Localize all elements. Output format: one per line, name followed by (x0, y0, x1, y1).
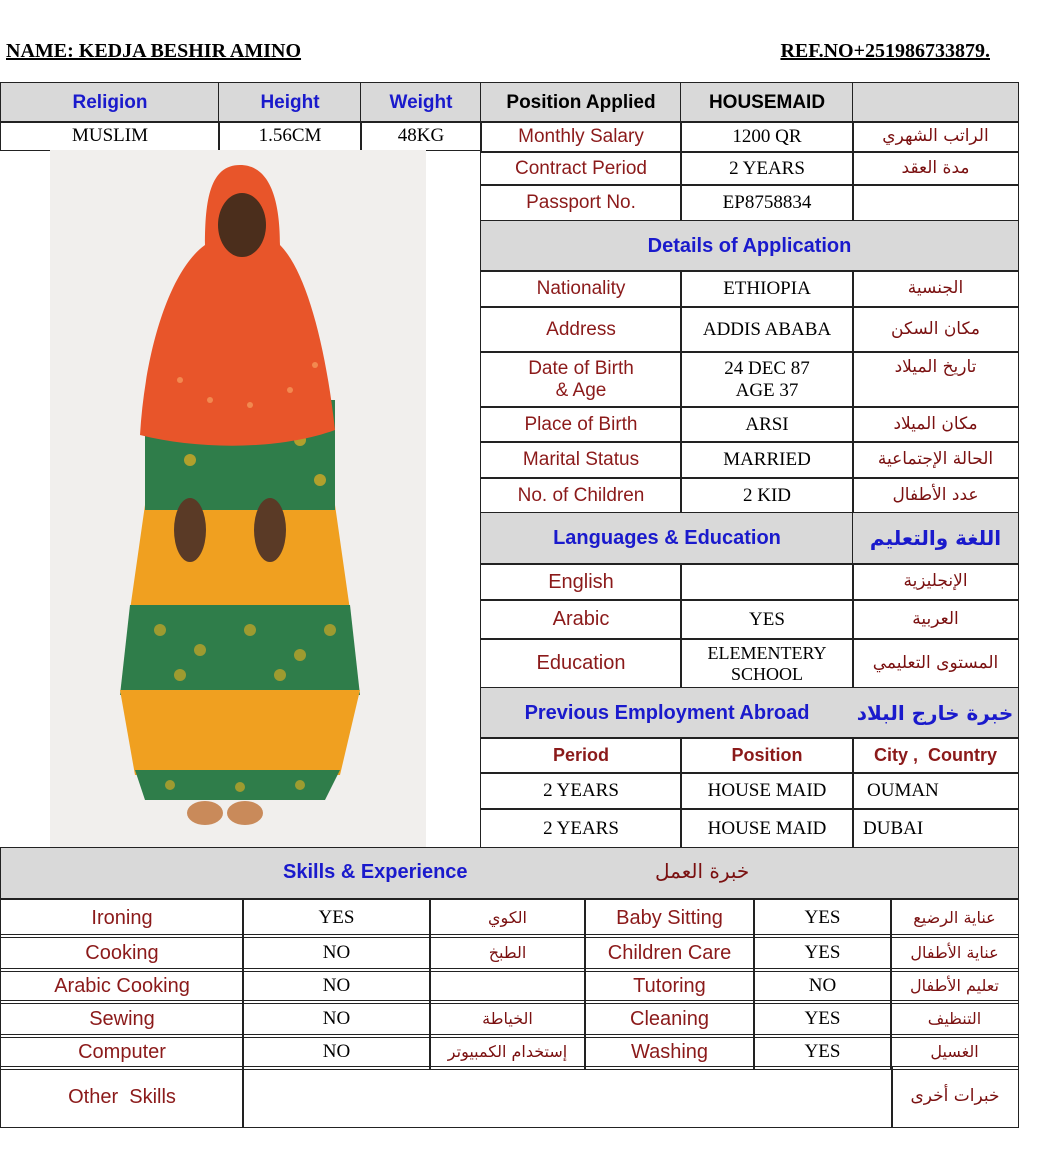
place-of-birth-arabic: مكان الميلاد (852, 406, 1019, 443)
arabic-value: YES (680, 599, 854, 640)
address-label: Address (480, 306, 682, 353)
position-arabic-cell (852, 82, 1019, 123)
other-skills-value (242, 1066, 893, 1128)
english-arabic: الإنجليزية (852, 563, 1019, 601)
nationality-arabic: الجنسية (852, 270, 1019, 308)
contract-period-value: 2 YEARS (680, 151, 854, 186)
skill-row-1-rv: YES (753, 898, 892, 938)
address-value: ADDIS ABABA (680, 306, 854, 353)
nationality-value: ETHIOPIA (680, 270, 854, 308)
weight-label: Weight (360, 82, 482, 123)
children-arabic: عدد الأطفال (852, 477, 1019, 514)
position-applied-label: Position Applied (480, 82, 682, 123)
religion-label: Religion (0, 82, 220, 123)
monthly-salary-label: Monthly Salary (480, 121, 682, 153)
skill-row-2-rar: عناية الأطفال (890, 934, 1019, 972)
passport-value: EP8758834 (680, 184, 854, 222)
position-applied-value: HOUSEMAID (680, 82, 854, 123)
skill-row-4-lv: NO (242, 1000, 431, 1038)
place-of-birth-value: ARSI (680, 406, 854, 443)
skill-row-5-r: Washing (584, 1034, 755, 1070)
skill-row-5-rar: الغسيل (890, 1034, 1019, 1070)
contract-period-label: Contract Period (480, 151, 682, 186)
employment-row-1-period: 2 YEARS (480, 772, 682, 810)
skill-row-5-lv: NO (242, 1034, 431, 1070)
weight-value: 48KG (360, 121, 482, 151)
employment-position-header: Position (680, 737, 854, 774)
place-of-birth-label: Place of Birth (480, 406, 682, 443)
height-value: 1.56CM (218, 121, 362, 151)
dob-arabic: تاريخ الميلاد (852, 351, 1019, 408)
marital-status-arabic: الحالة الإجتماعية (852, 441, 1019, 479)
candidate-name: NAME: KEDJA BESHIR AMINO (6, 40, 302, 62)
arabic-label: Arabic (480, 599, 682, 640)
languages-section-title: Languages & Education (480, 512, 854, 565)
english-label: English (480, 563, 682, 601)
skill-row-2-lv: NO (242, 934, 431, 972)
children-label: No. of Children (480, 477, 682, 514)
skill-row-1-lar: الكوي (429, 898, 586, 938)
monthly-salary-value: 1200 QR (680, 121, 854, 153)
religion-value: MUSLIM (0, 121, 220, 151)
skill-row-2-r: Children Care (584, 934, 755, 972)
skill-row-4-r: Cleaning (584, 1000, 755, 1038)
skills-section-title-arabic: خبرة العمل (655, 859, 750, 883)
skill-row-3-rar: تعليم الأطفال (890, 968, 1019, 1004)
skill-row-5-l: Computer (0, 1034, 244, 1070)
skill-row-2-lar: الطبخ (429, 934, 586, 972)
education-value: ELEMENTERY SCHOOL (680, 638, 854, 689)
skill-row-4-rv: YES (753, 1000, 892, 1038)
skill-row-4-rar: التنظيف (890, 1000, 1019, 1038)
other-skills-label: Other Skills (0, 1066, 244, 1128)
person-photo-illustration (50, 150, 426, 847)
marital-status-value: MARRIED (680, 441, 854, 479)
address-arabic: مكان السكن (852, 306, 1019, 353)
english-value (680, 563, 854, 601)
skill-row-4-l: Sewing (0, 1000, 244, 1038)
height-label: Height (218, 82, 362, 123)
skill-row-5-lar: إستخدام الكمبيوتر (429, 1034, 586, 1070)
details-section-title: Details of Application (480, 220, 1019, 272)
marital-status-label: Marital Status (480, 441, 682, 479)
skill-row-4-lar: الخياطة (429, 1000, 586, 1038)
dob-value: 24 DEC 87 AGE 37 (680, 351, 854, 408)
reference-number: REF.NO+251986733879. (780, 40, 990, 62)
skills-section-title: Skills & Experience (283, 861, 468, 883)
education-arabic: المستوى التعليمي (852, 638, 1019, 689)
skill-row-1-r: Baby Sitting (584, 898, 755, 938)
employment-row-1-position: HOUSE MAID (680, 772, 854, 810)
skill-row-2-rv: YES (753, 934, 892, 972)
skill-row-3-rv: NO (753, 968, 892, 1004)
contract-period-arabic: مدة العقد (852, 151, 1019, 186)
passport-label: Passport No. (480, 184, 682, 222)
employment-city-header: City , Country (852, 737, 1019, 774)
monthly-salary-arabic: الراتب الشهري (852, 121, 1019, 153)
skill-row-1-lv: YES (242, 898, 431, 938)
employment-row-2-position: HOUSE MAID (680, 808, 854, 849)
employment-row-2-city: DUBAI (852, 808, 1019, 849)
passport-arabic (852, 184, 1019, 222)
arabic-arabic: العربية (852, 599, 1019, 640)
employment-period-header: Period (480, 737, 682, 774)
skill-row-1-l: Ironing (0, 898, 244, 938)
education-label: Education (480, 638, 682, 689)
skills-section-band (0, 847, 1019, 900)
employment-row-1-city: OUMAN (852, 772, 1019, 810)
skill-row-3-l: Arabic Cooking (0, 968, 244, 1004)
employment-row-2-period: 2 YEARS (480, 808, 682, 849)
skill-row-1-rar: عناية الرضيع (890, 898, 1019, 938)
skill-row-3-lv: NO (242, 968, 431, 1004)
other-skills-arabic: خبرات أخرى (891, 1066, 1019, 1128)
skill-row-5-rv: YES (753, 1034, 892, 1070)
skill-row-3-lar (429, 968, 586, 1004)
children-value: 2 KID (680, 477, 854, 514)
nationality-label: Nationality (480, 270, 682, 308)
candidate-photo (50, 150, 426, 847)
employment-section-title-arabic: خبرة خارج البلاد (852, 687, 1019, 739)
skill-row-2-l: Cooking (0, 934, 244, 972)
skill-row-3-r: Tutoring (584, 968, 755, 1004)
employment-section-title: Previous Employment Abroad (480, 687, 854, 739)
languages-section-title-arabic: اللغة والتعليم (852, 512, 1019, 565)
dob-label: Date of Birth & Age (480, 351, 682, 408)
